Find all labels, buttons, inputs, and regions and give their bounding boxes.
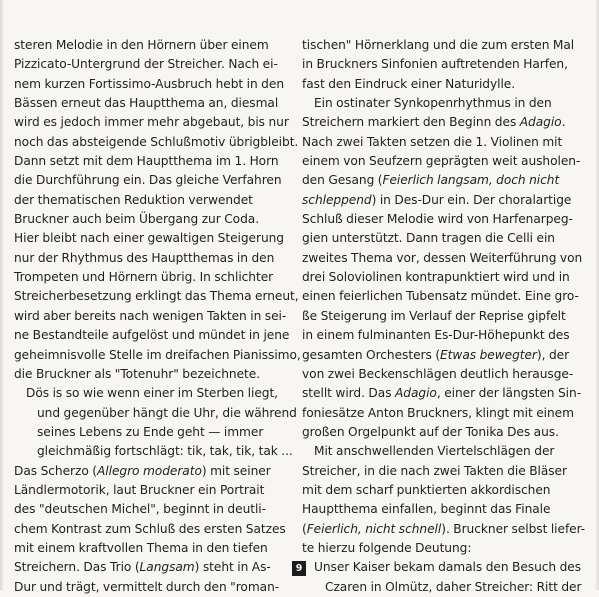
text-line: Unser Kaiser bekam damals den Besuch des bbox=[314, 560, 582, 575]
text-line: nur der Rhythmus des Hauptthemas in den bbox=[14, 250, 275, 265]
text-line: Ländlermotorik, laut Bruckner ein Portrait bbox=[14, 482, 265, 497]
text-line: stellt wird. Das Adagio, einer der längsten Sin- bbox=[302, 386, 582, 401]
text-line: in einem fulminanten Es-Dur-Höhepunkt des bbox=[302, 328, 570, 343]
text-line: noch das absteigende Schlußmotiv übrigbleibt. bbox=[14, 134, 299, 149]
text-line: Streichern. Das Trio (Langsam) steht in As- bbox=[14, 560, 271, 575]
text-line: gesamten Orchesters (Etwas bewegter), der bbox=[302, 347, 570, 362]
text-line: gleichmäßig fortschlägt: tik, tak, tik, tak ... bbox=[37, 444, 293, 459]
text-line: zweites Thema vor, dessen Weiterführung von bbox=[302, 250, 583, 265]
text-line: Hauptthema einfallen, beginnt das Finale bbox=[302, 502, 551, 517]
text-line: Czaren in Olmütz, daher Streicher: Ritt der bbox=[325, 579, 582, 594]
text-line: nem kurzen Fortissimo-Ausbruch hebt in den bbox=[14, 76, 284, 91]
page-number: 9 bbox=[292, 561, 306, 576]
binding-shadow-right bbox=[595, 0, 599, 590]
text-line: steren Melodie in den Hörnern über einem bbox=[14, 38, 269, 52]
text-line: des "deutschen Michel", beginnt in deutli- bbox=[14, 502, 266, 517]
text-line: Das Scherzo (Allegro moderato) mit seiner bbox=[14, 463, 271, 478]
text-line: wird es jedoch immer mehr abgebaut, bis nur bbox=[14, 115, 289, 130]
text-line: drei Soloviolinen kontrapunktiert wird und in bbox=[302, 270, 570, 285]
text-line: Ein ostinater Synkopenrhythmus in den bbox=[314, 96, 552, 111]
text-line: Bässen erneut das Hauptthema an, diesmal bbox=[14, 96, 279, 111]
text-line: mit dem scharf punktierten akkordischen bbox=[302, 482, 551, 497]
text-line: von zwei Beckenschlägen deutlich herausge- bbox=[302, 366, 574, 381]
text-line: Streicherbesetzung erklingt das Thema erneut, bbox=[14, 289, 299, 304]
binding-shadow-left bbox=[0, 0, 4, 590]
text-line: einem von Seufzern geprägten weit ausholen- bbox=[302, 154, 581, 169]
text-line: in Bruckners Sinfonien auftretenden Harfen, bbox=[302, 57, 568, 72]
text-line: Pizzicato-Untergrund der Streicher. Nach ei- bbox=[14, 57, 278, 72]
text-line: mit einem kraftvollen Thema in den tiefen bbox=[14, 540, 268, 555]
text-line: te hierzu folgende Deutung: bbox=[302, 540, 472, 555]
text-line: Streicher, in die nach zwei Takten die Bläser bbox=[302, 463, 567, 478]
text-line: Hier bleibt nach einer gewaltigen Steigerung bbox=[14, 231, 284, 246]
text-line: (Feierlich, nicht schnell). Bruckner selbst liefer- bbox=[302, 521, 586, 536]
text-line: Trompeten und Hörnern übrig. In schlichter bbox=[14, 270, 274, 285]
text-line: Schluß dieser Melodie wird von Harfenarpeg- bbox=[302, 212, 573, 227]
text-line: chem Kontrast zum Schluß des ersten Satzes bbox=[14, 521, 286, 536]
right-text-column bbox=[302, 36, 586, 597]
text-line: einen feierlichen Tubensatz mündet. Eine gro- bbox=[302, 289, 579, 304]
text-line: tischen" Hörnerklang und die zum ersten Mal bbox=[302, 38, 575, 52]
text-line: ße Steigerung im Verlauf der Reprise gipfelt bbox=[302, 308, 566, 323]
text-line: ne Bestandteile aufgelöst und mündet in jene bbox=[14, 328, 290, 343]
text-line: wird aber bereits nach wenigen Takten in sei- bbox=[14, 308, 287, 323]
text-line: schleppend) in Des-Dur ein. Der choralartige bbox=[302, 192, 572, 207]
text-line: Nach zwei Takten setzen die 1. Violinen mit bbox=[302, 134, 563, 149]
left-text-column bbox=[14, 36, 301, 597]
text-line: Streichern markiert den Beginn des Adagio. bbox=[302, 115, 566, 130]
text-line: und gegenüber hängt die Uhr, die während bbox=[37, 405, 297, 420]
text-line: den Gesang (Feierlich langsam, doch nicht bbox=[302, 173, 560, 188]
text-line: Dös is so wie wenn einer im Sterben liegt, bbox=[26, 386, 279, 401]
text-line: der thematischen Reduktion verwendet bbox=[14, 192, 253, 207]
text-line: gien unterstützt. Dann tragen die Celli ein bbox=[302, 231, 555, 246]
text-line: Dur und trägt, vermittelt durch den "roman- bbox=[14, 579, 280, 594]
text-line: geheimnisvolle Stelle im dreifachen Pianissimo, bbox=[14, 347, 301, 362]
text-line: foniesätze Anton Bruckners, klingt mit einem bbox=[302, 405, 574, 420]
text-line: die Durchführung ein. Das gleiche Verfahren bbox=[14, 173, 282, 188]
text-line: fast den Eindruck einer Naturidylle. bbox=[302, 76, 516, 91]
text-line: großen Orgelpunkt auf der Tonika Des aus. bbox=[302, 424, 559, 439]
text-line: die Bruckner als "Totenuhr" bezeichnete. bbox=[14, 366, 261, 381]
text-line: Mit anschwellenden Viertelschlägen der bbox=[314, 444, 555, 459]
text-line: Dann setzt mit dem Hauptthema im 1. Horn bbox=[14, 154, 279, 169]
text-line: Bruckner auch beim Übergang zur Coda. bbox=[14, 212, 260, 227]
text-line: seines Lebens zu Ende geht — immer bbox=[37, 424, 264, 439]
